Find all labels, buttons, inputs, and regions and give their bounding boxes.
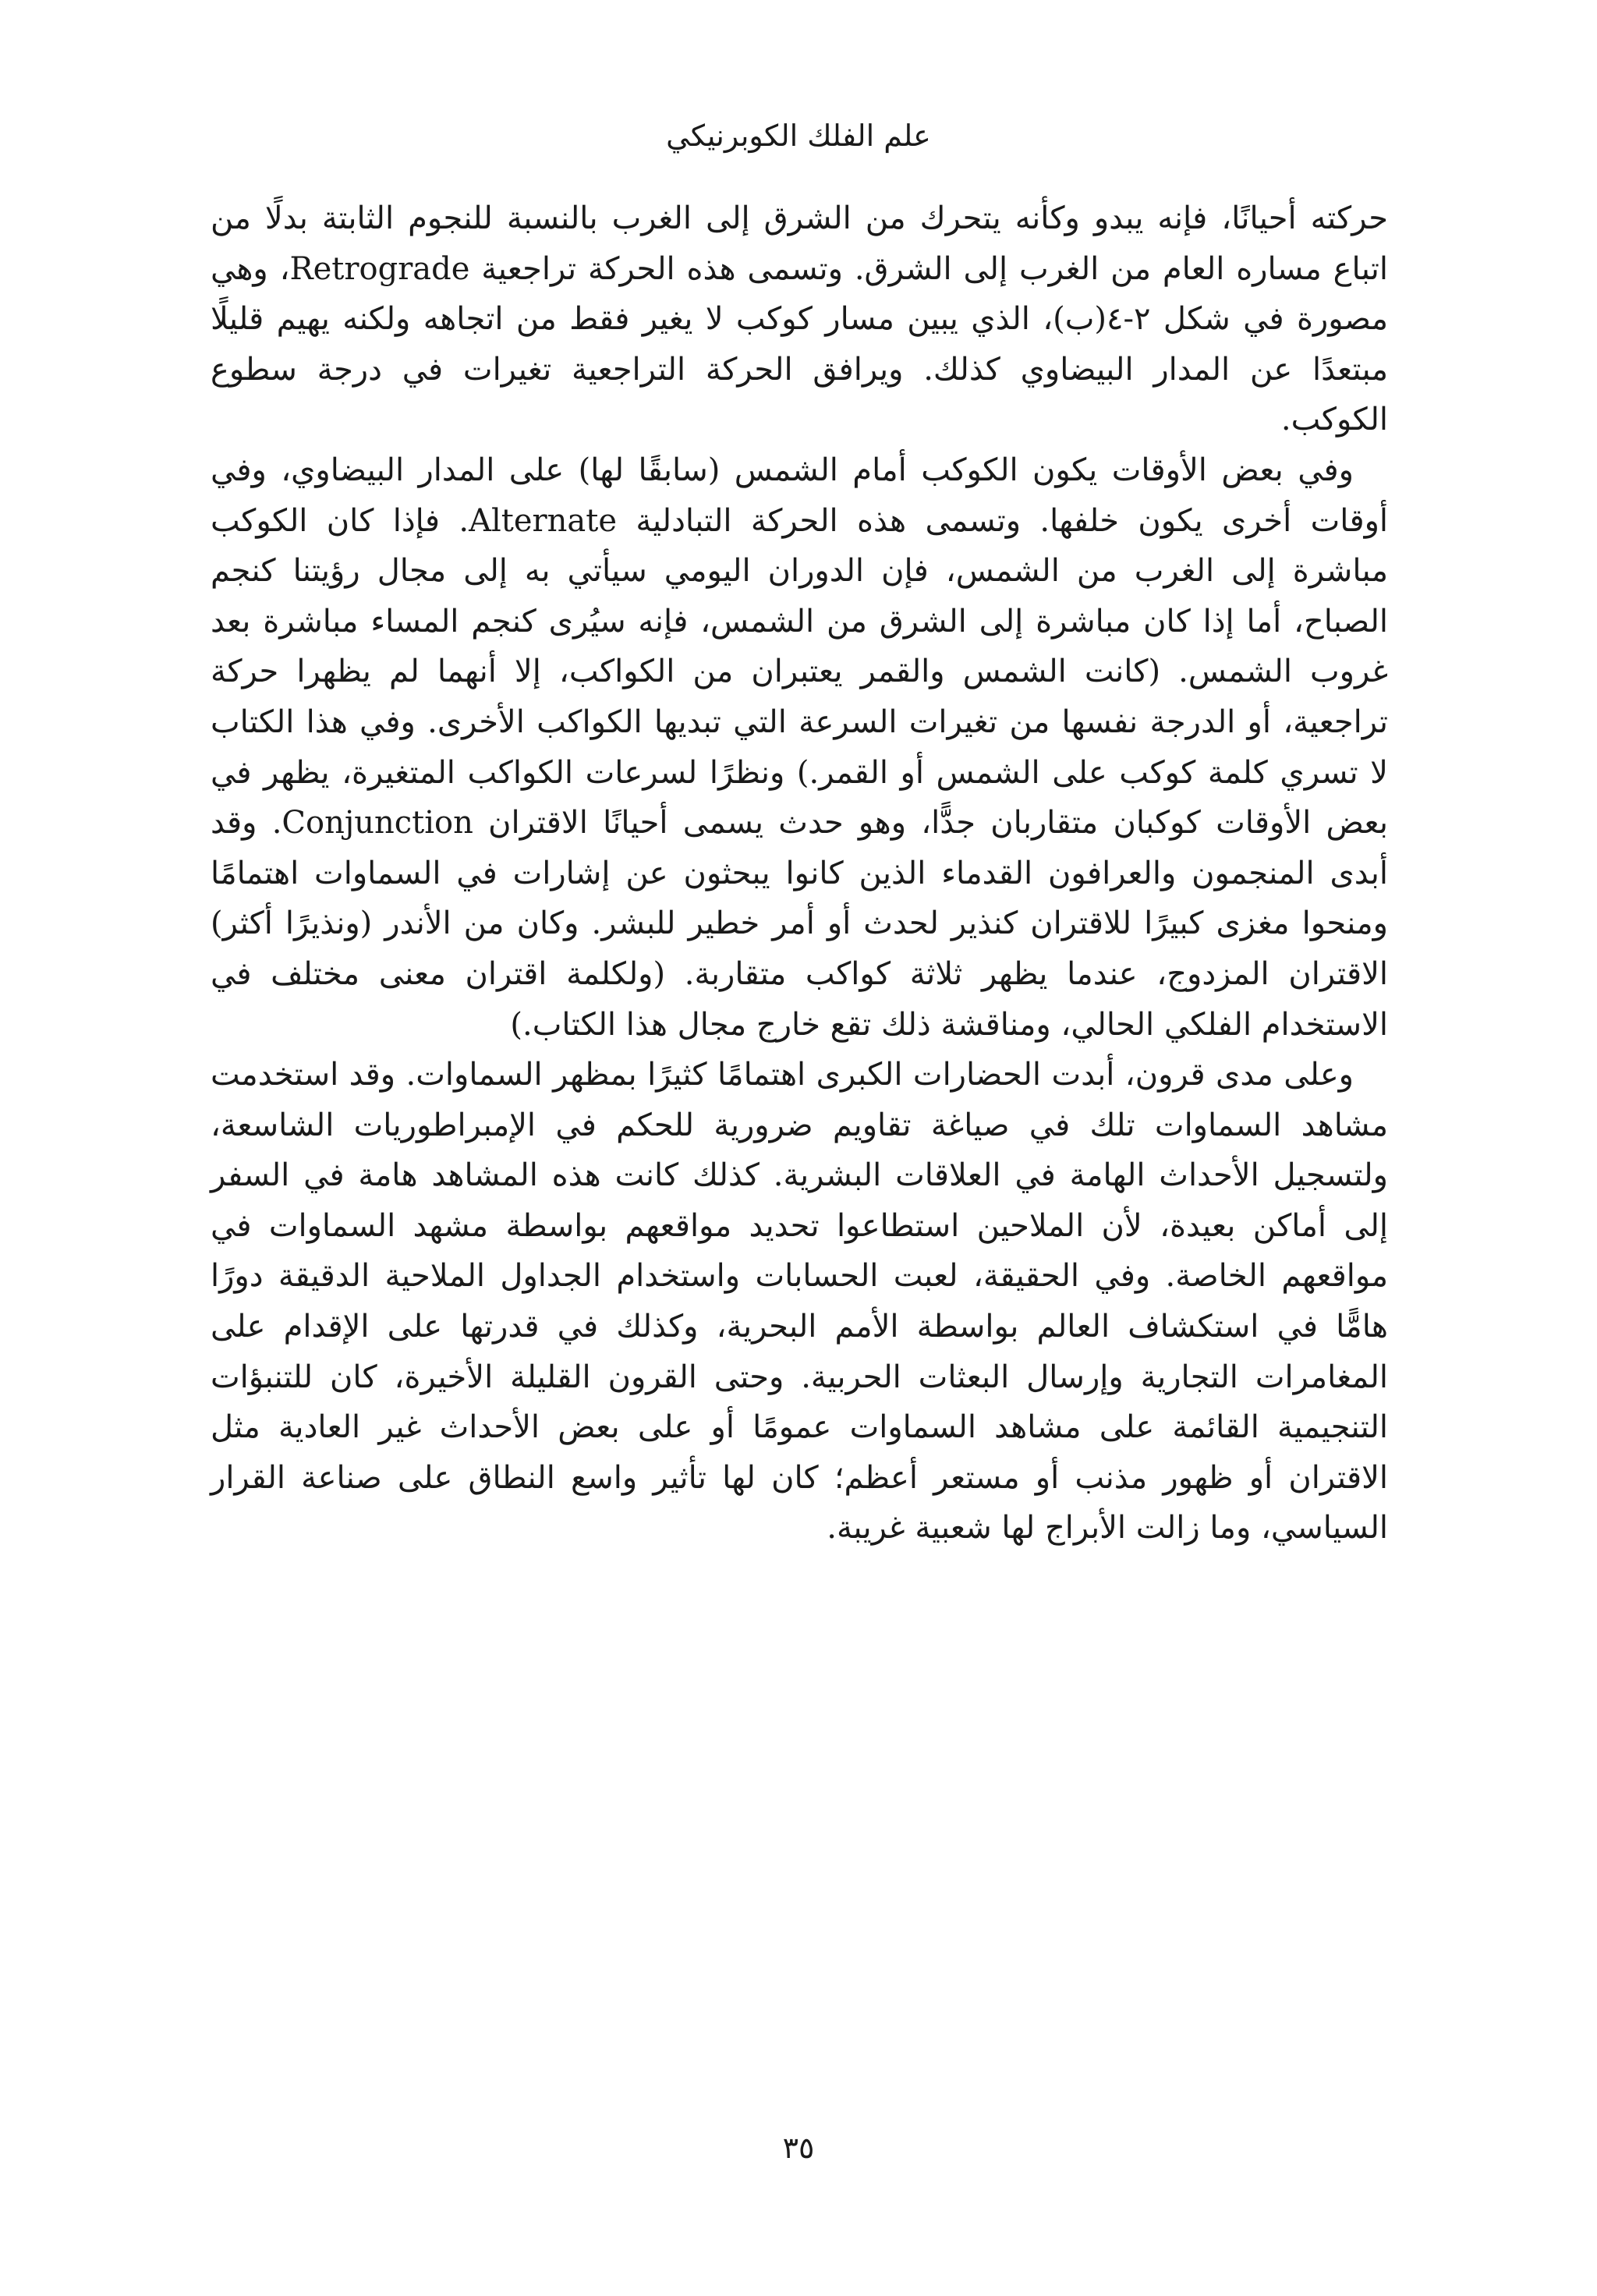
paragraph-planetary-alternation: وفي بعض الأوقات يكون الكوكب أمام الشمس (سابقًا لها) على المدار البيضاوي، وفي أوقات أخرى يكون خلفها. وتسمى هذه الحركة التبادلية Alternate. فإذا كان الكوكب مباشرة إلى الغرب من الشمس، فإن الدوران اليومي سيأتي به إلى مجال رؤيتنا كنجم الصباح، أما إذا كان مباشرة إلى الشرق من الشمس، فإنه سيُرى كنجم المساء مباشرة بعد غروب الشمس. (كانت الشمس والقمر يعتبران من الكواكب، إلا أنهما لم يظهرا حركة تراجعية، أو الدرجة نفسها من تغيرات السرعة التي تبديها الكواكب الأخرى. وفي هذا الكتاب لا تسري كلمة كوكب على الشمس أو القمر.) ونظرًا لسرعات الكواكب المتغيرة، يظهر في بعض الأوقات كوكبان متقاربان جدًّا، وهو حدث يسمى أحيانًا الاقتران Conjunction. وقد أبدى المنجمون والعرافون القدماء الذين كانوا يبحثون عن إشارات في السماوات اهتمامًا ومنحوا مغزى كبيرًا للاقتران كنذير لحدث أو أمر خطير للبشر. وكان من الأندر (ونذيرًا أكثر) الاقتران المزدوج، عندما يظهر ثلاثة كواكب متقاربة. (ولكلمة اقتران معنى مختلف في الاستخدام الفلكي الحالي، ومناقشة ذلك تقع خارج مجال هذا الكتاب.) (211, 452, 1389, 1043)
running-head: علم الفلك الكوبرنيكي (666, 119, 931, 153)
paragraph-civilizations-heavens: وعلى مدى قرون، أبدت الحضارات الكبرى اهتمامًا كثيرًا بمظهر السماوات. وقد استخدمت مشاهد السماوات تلك في صياغة تقاويم ضرورية للحكم في الإمبراطوريات الشاسعة، ولتسجيل الأحداث الهامة في العلاقات البشرية. كذلك كانت هذه المشاهد هامة في السفر إلى أماكن بعيدة، لأن الملاحين استطاعوا تحديد مواقعهم بواسطة مشهد السماوات في مواقعهم الخاصة. وفي الحقيقة، لعبت الحسابات واستخدام الجداول الملاحية الدقيقة دورًا هامًّا في استكشاف العالم بواسطة الأمم البحرية، وكذلك في قدرتها على الإقدام على المغامرات التجارية وإرسال البعثات الحربية. وحتى القرون القليلة الأخيرة، كان للتنبؤات التنجيمية القائمة على مشاهد السماوات عمومًا أو على بعض الأحداث غير العادية مثل الاقتران أو ظهور مذنب أو مستعر أعظم؛ كان لها تأثير واسع النطاق على صناعة القرار السياسي، وما زالت الأبراج لها شعبية غريبة. (211, 1057, 1389, 1547)
body-text (211, 193, 1388, 1554)
page-number: ٣٥ (782, 2131, 815, 2165)
paragraph-continuation: حركته أحيانًا، فإنه يبدو وكأنه يتحرك من الشرق إلى الغرب بالنسبة للنجوم الثابتة بدلًا من اتباع مساره العام من الغرب إلى الشرق. وتسمى هذه الحركة تراجعية Retrograde، وهي مصورة في شكل ٢-٤(ب)، الذي يبين مسار كوكب لا يغير فقط من اتجاهه ولكنه يهيم قليلًا مبتعدًا عن المدار البيضاوي كذلك. ويرافق الحركة التراجعية تغيرات في درجة سطوع الكوكب. (211, 200, 1389, 438)
